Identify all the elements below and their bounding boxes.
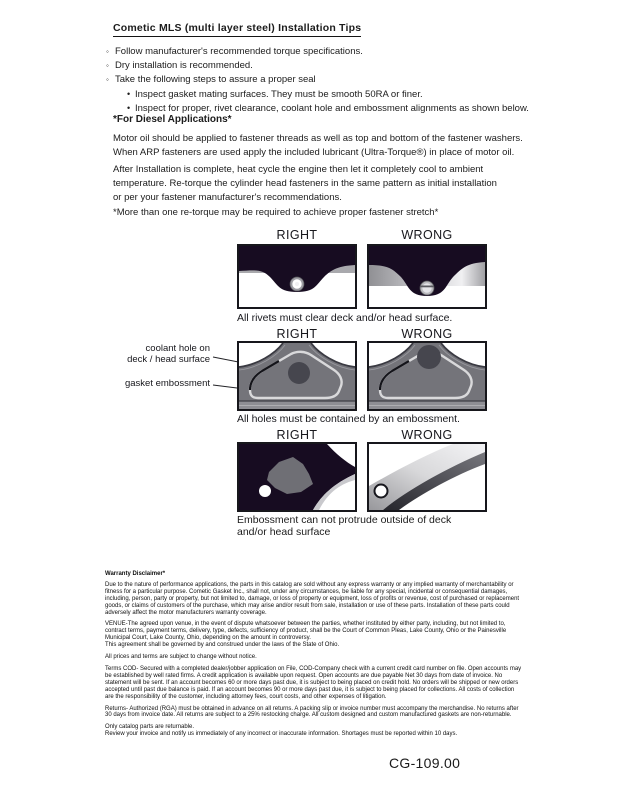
legal-line: accepted until past due balance is paid. If an account becomes 90 or more days past due, it is subject to being placed for collections. All costs of collection [105, 686, 515, 693]
figure-protrusion-wrong [367, 442, 487, 512]
legal-line: This agreement shall be governed by and construed under the laws of the State of Ohio. [105, 642, 340, 649]
legal-line: contract terms, payment terms, delivery, type, defects, sufficiency of product, shall be the Court of Common Pleas, Lake County, Ohio or the Painesville [105, 628, 507, 635]
caption-holes: All holes must be contained by an embossment. [237, 413, 460, 425]
wrong-label-3: WRONG [401, 428, 453, 442]
warranty-disclaimer-heading: Warranty Disclaimer* [105, 571, 166, 577]
figure-rivet-right [237, 244, 357, 309]
legal-paragraph [105, 621, 521, 649]
legal-line: adversely affect the motor manufacturers warranty coverage. [105, 609, 267, 616]
rivet-right-drawing [239, 246, 355, 307]
bullet-icon: ◦ [106, 61, 109, 70]
legal-line: Review your invoice and notify us immediately of any incorrect or inaccurate information. Shortages must be reported within 10 days. [105, 731, 458, 738]
installation-tips-list [106, 45, 529, 115]
legal-line: All prices and terms are subject to change without notice. [105, 654, 257, 661]
legal-paragraph [105, 706, 521, 720]
caption-line: Embossment can not protrude outside of deck [237, 514, 452, 526]
paragraph-line: When ARP fasteners are used apply the included lubricant (Ultra-Torque®) in place of motor oil. [113, 147, 515, 158]
list-item [127, 87, 529, 101]
paragraph-line: or per your fastener manufacturer's recommendations. [113, 192, 342, 203]
page-title: Cometic MLS (multi layer steel) Installation Tips [113, 22, 361, 37]
legal-line: Municipal Court, Lake County, Ohio, depending on the amount in controversy. [105, 635, 311, 642]
legal-line: be established by well rated firms. A credit application is available upon request. Open accounts are due payable Net 30 days from date of invoice. No [105, 672, 503, 679]
note-line: *More than one re-torque may be required to achieve proper fastener stretch* [113, 207, 439, 218]
legal-paragraph [105, 582, 521, 617]
bullet-icon: ◦ [106, 47, 109, 56]
legal-paragraph [105, 666, 521, 701]
embossment-wrong-drawing [369, 343, 485, 409]
list-item [106, 45, 529, 59]
caption-protrusion [237, 514, 451, 538]
wrong-label-1: WRONG [401, 228, 453, 242]
diesel-paragraph-2 [113, 163, 497, 205]
right-label-1: RIGHT [276, 228, 318, 242]
caption-rivets: All rivets must clear deck and/or head surface. [237, 312, 453, 324]
retorque-note [113, 206, 438, 220]
diesel-heading: *For Diesel Applications* [113, 114, 232, 125]
bullet-text: Dry installation is recommended. [115, 60, 253, 71]
bullet-text: Take the following steps to assure a proper seal [115, 74, 316, 85]
legal-paragraph [105, 724, 521, 738]
legal-line: statement will be sent. If an account becomes 60 or more days past due, it is subject to being placed on credit hold. No orders will be shipped or new orders [105, 679, 519, 686]
list-item [127, 101, 529, 115]
legal-line: Terms COD- Secured with a completed dealer/jobber application on File, COD-Company check with a current credit card number on file. Open accounts may [105, 665, 522, 672]
protrusion-right-drawing [239, 444, 355, 510]
legal-line: VENUE-The agreed upon venue, in the event of dispute whatsoever between the parties, whether instituted by either party, including, but not limited to, [105, 621, 506, 628]
coolant-hole-label [95, 344, 210, 365]
figure-protrusion-right [237, 442, 357, 512]
gasket-embossment-label [95, 379, 210, 390]
label-line: gasket embossment [124, 378, 210, 389]
caption-line: and/or head surface [237, 526, 331, 538]
bullet-text: Inspect for proper, rivet clearance, coolant hole and embossment alignments as shown below. [135, 103, 529, 114]
embossment-right-drawing [239, 343, 355, 409]
rivet-wrong-drawing [369, 246, 485, 307]
list-item [106, 59, 529, 73]
bullet-icon: ◦ [106, 75, 109, 84]
paragraph-line: Motor oil should be applied to fastener threads as well as top and bottom of the fastener washers. [113, 133, 523, 144]
legal-line: fitness for a particular purpose. Cometic Gasket Inc., shall not, under any circumstances, be liable for any special, incidental or consequential damages, [105, 588, 508, 595]
legal-line: 30 days from invoice date. All returns are subject to a 25% restocking charge. All custom designed and custom manufactured gaskets are non-returnable. [105, 712, 512, 719]
legal-fine-print [105, 571, 521, 743]
protrusion-wrong-drawing [369, 444, 485, 510]
diesel-paragraph-1 [113, 132, 523, 160]
legal-line: Returns- Authorized (RGA) must be obtained in advance on all returns. A packing slip or invoice number must accompany the merchandise. No returns after [105, 705, 519, 712]
legal-line: are the responsibility of the customer, including attorney fees, court costs, and other expenses of litigation. [105, 693, 387, 700]
list-item [106, 73, 529, 87]
paragraph-line: After Installation is complete, heat cycle the engine then let it completely cool to ambient [113, 164, 484, 175]
legal-paragraph [105, 654, 521, 661]
wrong-label-2: WRONG [401, 327, 453, 341]
paragraph-line: temperature. Re-torque the cylinder head fasteners in the same pattern as initial installation [113, 178, 497, 189]
legal-line: Only catalog parts are returnable. [105, 724, 195, 731]
bullet-text: Inspect gasket mating surfaces. They must be smooth 50RA or finer. [135, 89, 423, 100]
sub-bullet-icon: • [127, 103, 131, 113]
figure-rivet-wrong [367, 244, 487, 309]
legal-line: Due to the nature of performance applications, the parts in this catalog are sold without any express warranty or any implied warranty of merchantability or [105, 581, 514, 588]
page-number: CG-109.00 [389, 755, 461, 771]
figure-embossment-right [237, 341, 357, 411]
sub-bullet-icon: • [127, 89, 131, 99]
right-label-3: RIGHT [276, 428, 318, 442]
figure-embossment-wrong [367, 341, 487, 411]
label-line: deck / head surface [127, 353, 210, 365]
bullet-text: Follow manufacturer's recommended torque specifications. [115, 46, 363, 57]
legal-line: goods, or claims of customers of the purchase, which may arise and/or result from sale, installation or use of these parts. Installation of these parts could [105, 602, 510, 609]
legal-line: including, person, party or property, but not limited to, damage, or loss of property or equipment, loss of profits or revenue, cost of purchased or replacement [105, 595, 520, 602]
label-line: coolant hole on [145, 343, 210, 354]
right-label-2: RIGHT [276, 327, 318, 341]
